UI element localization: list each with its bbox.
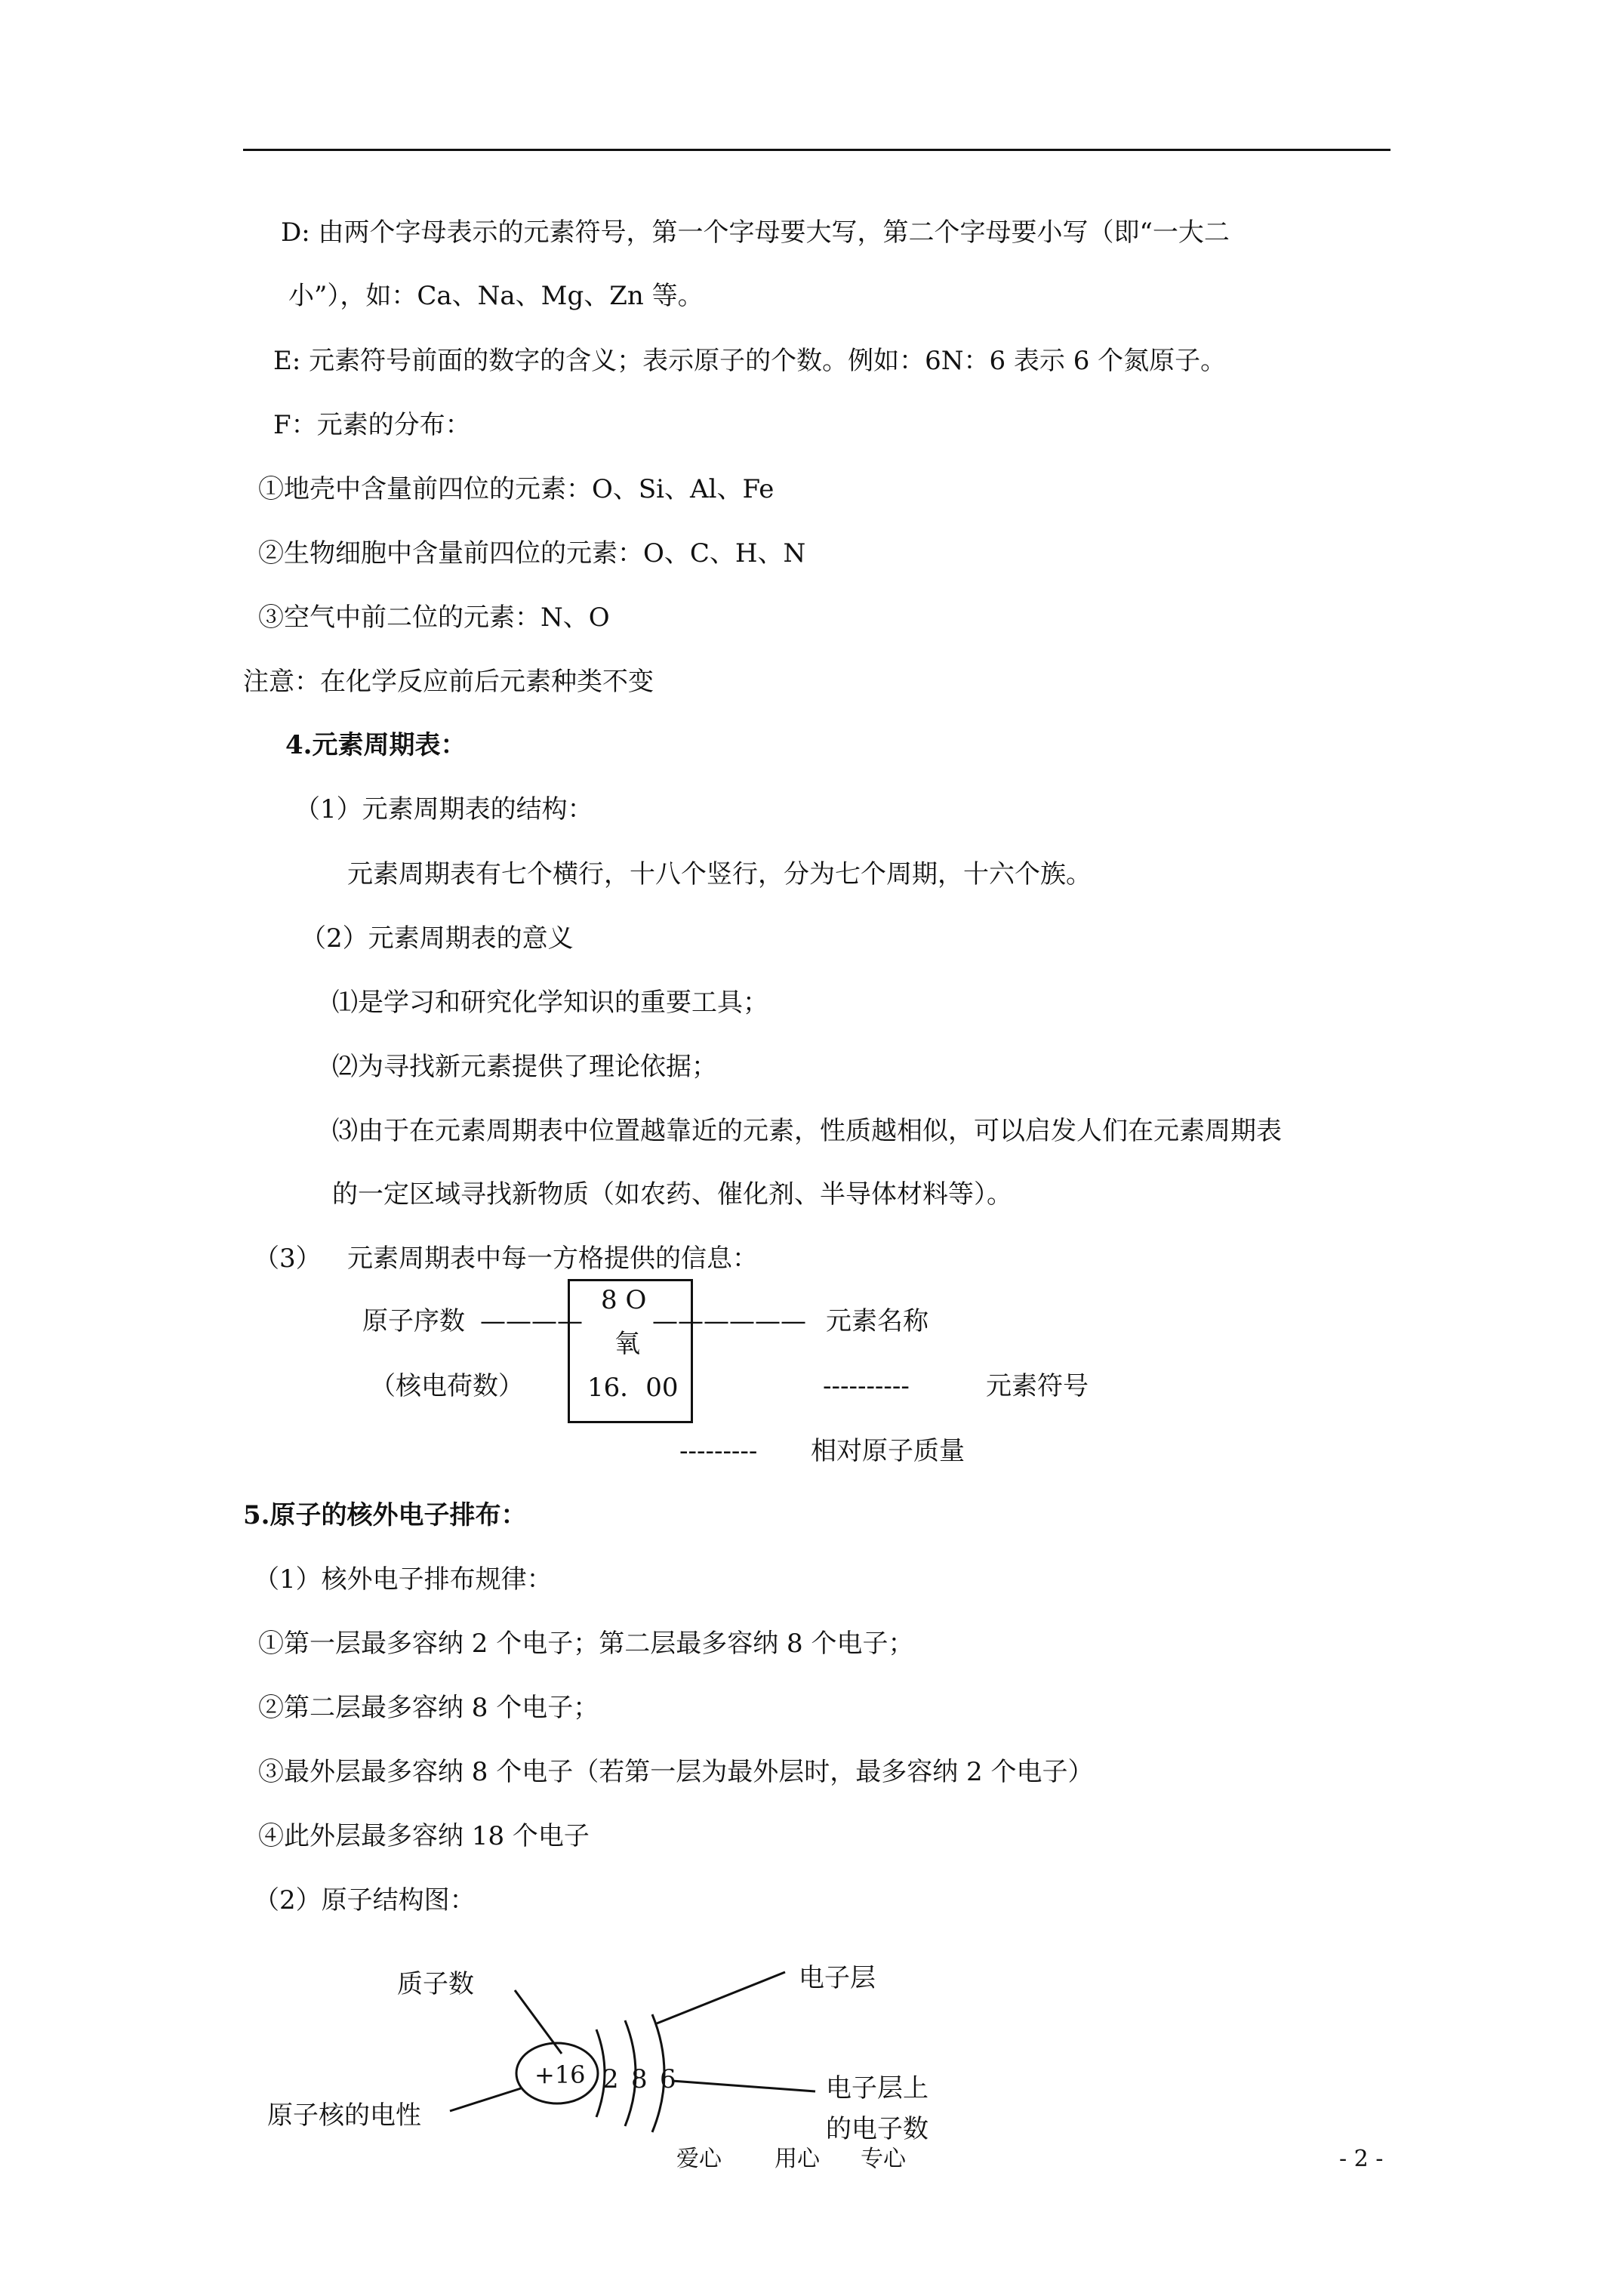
- electron-count-3: 6: [660, 2064, 676, 2094]
- section-4-1-heading: （1）元素周期表的结构：: [294, 794, 593, 824]
- section-4-heading: 4.元素周期表：: [285, 730, 467, 760]
- footer-motto-3: 专心: [861, 2146, 906, 2172]
- label-element-name: 元素名称: [826, 1306, 929, 1336]
- section-4-2-item3: ⑶由于在元素周期表中位置越靠近的元素，性质越相似，可以启发人们在元素周期表: [332, 1116, 1282, 1146]
- shell-pointer-line: [657, 1972, 785, 2023]
- section-5-2-heading: （2）原子结构图：: [254, 1885, 476, 1915]
- dash-mass: ---------: [679, 1436, 758, 1466]
- section-5-1-rule4: ④此外层最多容纳 18 个电子: [258, 1821, 590, 1851]
- section-5-1-rule1: ①第一层最多容纳 2 个电子；第二层最多容纳 8 个电子；: [258, 1629, 914, 1659]
- section-4-2-item3-cont: 的一定区域寻找新物质（如农药、催化剂、半导体材料等）。: [332, 1179, 1012, 1210]
- proton-pointer-line: [515, 1990, 562, 2054]
- label-element-symbol: 元素符号: [986, 1371, 1089, 1401]
- text-line-d: D: 由两个字母表示的元素符号，第一个字母要大写，第二个字母要小写（即“一大二: [281, 217, 1230, 248]
- label-atomic-number: 原子序数: [362, 1306, 465, 1336]
- nucleus-charge: +16: [534, 2060, 586, 2089]
- dash-left: ————: [480, 1306, 583, 1336]
- text-line-e: E: 元素符号前面的数字的含义；表示原子的个数。例如：6N：6 表示 6 个氮原子。: [273, 346, 1227, 376]
- label-relative-atomic-mass: 相对原子质量: [811, 1436, 965, 1466]
- page-number: - 2 -: [1339, 2146, 1384, 2172]
- electrons-per-shell-label-2: 的电子数: [826, 2114, 929, 2144]
- text-line-d2: 小”），如：Ca、Na、Mg、Zn 等。: [288, 281, 704, 311]
- section-5-1-rule2: ②第二层最多容纳 8 个电子；: [258, 1693, 599, 1723]
- section-4-1-text: 元素周期表有七个横行，十八个竖行，分为七个周期，十六个族。: [347, 859, 1092, 889]
- charge-pointer-line: [450, 2088, 521, 2111]
- dash-symbol: ----------: [823, 1371, 910, 1401]
- nucleus-charge-label: 原子核的电性: [267, 2100, 421, 2131]
- dash-right: ——————: [652, 1306, 806, 1336]
- electron-shell-label: 电子层: [799, 1963, 876, 1993]
- section-5-heading: 5.原子的核外电子排布：: [243, 1500, 527, 1530]
- text-line-f3: ③空气中前二位的元素：N、O: [258, 603, 610, 633]
- section-4-2-item1: ⑴是学习和研究化学知识的重要工具；: [332, 988, 768, 1018]
- text-line-f1: ①地壳中含量前四位的元素：O、Si、Al、Fe: [258, 474, 775, 504]
- element-number-symbol: 8 O: [601, 1285, 647, 1315]
- text-line-f: F：元素的分布：: [273, 410, 471, 440]
- electrons-per-shell-label-1: 电子层上: [826, 2073, 929, 2103]
- label-nuclear-charge: （核电荷数）: [370, 1371, 524, 1401]
- element-name: 氧: [614, 1329, 640, 1359]
- section-4-2-item2: ⑵为寻找新元素提供了理论依据；: [332, 1052, 717, 1082]
- electron-pointer-line: [672, 2081, 815, 2091]
- section-5-1-rule3: ③最外层最多容纳 8 个电子（若第一层为最外层时，最多容纳 2 个电子）: [258, 1757, 1094, 1787]
- text-line-f2: ②生物细胞中含量前四位的元素：O、C、H、N: [258, 538, 806, 569]
- element-mass: 16．00: [587, 1373, 679, 1403]
- electron-count-2: 8: [631, 2064, 648, 2094]
- section-4-3-number: （3）: [254, 1244, 322, 1274]
- electron-count-1: 2: [602, 2064, 619, 2094]
- section-4-2-heading: （2）元素周期表的意义: [300, 923, 574, 954]
- footer-motto-2: 用心: [775, 2146, 820, 2172]
- section-5-1-heading: （1）核外电子排布规律：: [254, 1564, 553, 1595]
- note-line: 注意：在化学反应前后元素种类不变: [243, 667, 654, 697]
- proton-count-label: 质子数: [397, 1969, 474, 1999]
- footer-motto-1: 爱心: [676, 2146, 722, 2172]
- section-4-3-heading: 元素周期表中每一方格提供的信息：: [347, 1244, 758, 1274]
